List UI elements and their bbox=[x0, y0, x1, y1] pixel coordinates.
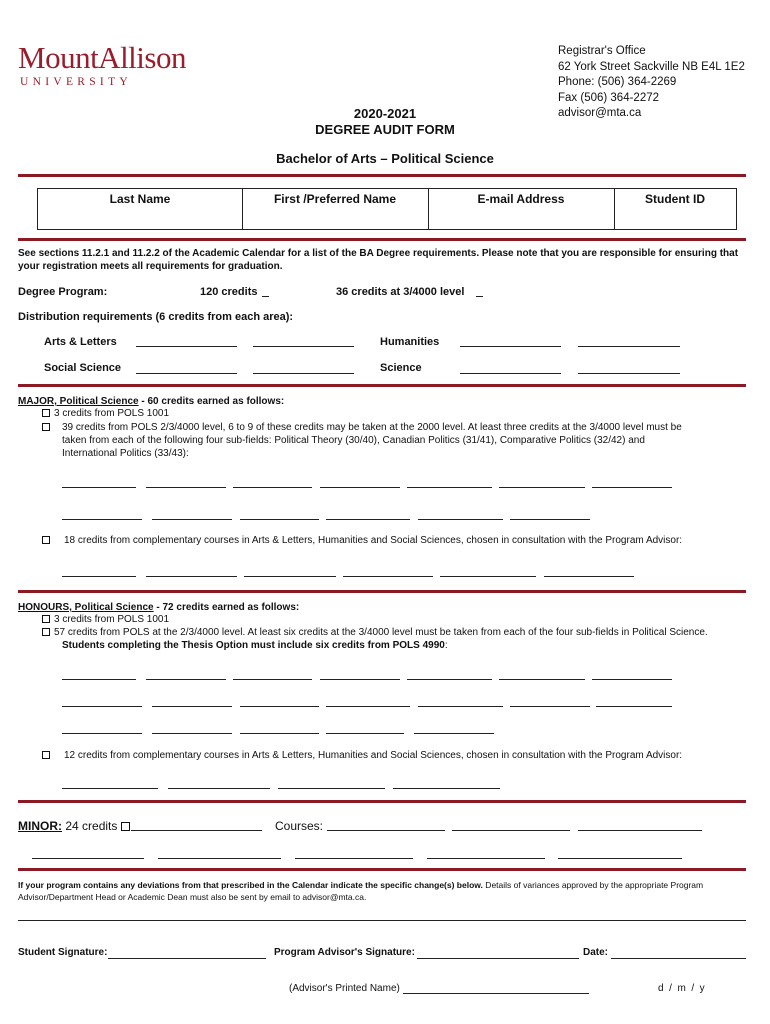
minor-credits: 24 credits bbox=[65, 819, 118, 833]
major-heading bbox=[18, 396, 284, 407]
major-item-3 bbox=[42, 535, 682, 546]
credits-level-line[interactable] bbox=[476, 296, 483, 297]
honours-complementary-line[interactable] bbox=[278, 788, 385, 789]
first-name-label: First /Preferred Name bbox=[273, 192, 397, 206]
social-science-line-2[interactable] bbox=[253, 373, 354, 374]
honours-course-line[interactable] bbox=[62, 733, 142, 734]
student-id-label: Student ID bbox=[645, 192, 705, 206]
credits-120-label: 120 credits bbox=[200, 286, 258, 298]
honours-item-3 bbox=[42, 750, 682, 761]
advisor-signature-label: Program Advisor's Signature: bbox=[274, 947, 415, 958]
checkbox-icon[interactable] bbox=[121, 822, 130, 831]
major-course-line[interactable] bbox=[320, 487, 400, 488]
minor-course-line[interactable] bbox=[558, 858, 682, 859]
honours-heading bbox=[18, 602, 299, 613]
major-title: MAJOR, Political Science bbox=[18, 396, 139, 407]
major-item-3-text: 18 credits from complementary courses in Arts & Letters, Humanities and Social Sciences, chosen in consultation with the Program Advisor: bbox=[64, 535, 683, 546]
major-course-line[interactable] bbox=[62, 487, 136, 488]
contact-email: advisor@mta.ca bbox=[558, 107, 642, 119]
honours-complementary-line[interactable] bbox=[393, 788, 500, 789]
thesis-note-colon: : bbox=[444, 640, 448, 651]
major-course-line[interactable] bbox=[418, 519, 503, 520]
minor-course-line[interactable] bbox=[32, 858, 144, 859]
honours-course-line[interactable] bbox=[326, 706, 410, 707]
minor-label: MINOR: bbox=[18, 819, 62, 833]
form-title: DEGREE AUDIT FORM bbox=[315, 122, 455, 137]
contact-fax: Fax (506) 364-2272 bbox=[558, 91, 660, 104]
honours-item-2-text: 57 credits from POLS at the 2/3/4000 level. At least six credits at the 3/4000 level must be taken from each of the four sub-fields in Political Science. bbox=[54, 627, 708, 638]
divider bbox=[18, 868, 746, 871]
honours-course-line[interactable] bbox=[320, 679, 400, 680]
minor-course-line[interactable] bbox=[295, 858, 413, 859]
science-line-2[interactable] bbox=[578, 373, 680, 374]
degree-program-label: Degree Program: bbox=[18, 286, 108, 298]
honours-complementary-line[interactable] bbox=[168, 788, 270, 789]
minor-credits-line[interactable] bbox=[131, 830, 262, 831]
honours-course-line[interactable] bbox=[596, 706, 672, 707]
area-social-science: Social Science bbox=[44, 362, 122, 374]
honours-item-1 bbox=[42, 614, 169, 625]
distribution-title: Distribution requirements (6 credits from each area): bbox=[18, 311, 294, 323]
social-science-line-1[interactable] bbox=[136, 373, 237, 374]
honours-course-line[interactable] bbox=[240, 706, 319, 707]
last-name-field[interactable] bbox=[38, 189, 243, 229]
major-course-line[interactable] bbox=[240, 519, 319, 520]
major-course-line[interactable] bbox=[407, 487, 492, 488]
intro-text: See sections 11.2.1 and 11.2.2 of the Academic Calendar for a list of the BA Degree requirements. Please note that you are responsible for ensuring that your registration meets all requirements for graduation. bbox=[18, 248, 739, 272]
divider bbox=[18, 800, 746, 803]
minor-course-line[interactable] bbox=[327, 830, 445, 831]
major-item-1-text: 3 credits from POLS 1001 bbox=[54, 408, 170, 419]
honours-course-line[interactable] bbox=[326, 733, 404, 734]
checkbox-icon[interactable] bbox=[42, 615, 50, 623]
science-line-1[interactable] bbox=[460, 373, 561, 374]
humanities-line-2[interactable] bbox=[578, 346, 680, 347]
deviation-bold: If your program contains any deviations from that prescribed in the Calendar indicate the specific change(s) below. bbox=[18, 880, 483, 890]
major-complementary-line[interactable] bbox=[440, 576, 536, 577]
major-course-line[interactable] bbox=[499, 487, 585, 488]
academic-year: 2020-2021 bbox=[353, 106, 417, 121]
email-field[interactable] bbox=[428, 189, 615, 229]
major-course-line[interactable] bbox=[62, 519, 142, 520]
area-science: Science bbox=[380, 362, 422, 374]
checkbox-icon[interactable] bbox=[42, 409, 50, 417]
checkbox-icon[interactable] bbox=[42, 751, 50, 759]
student-info-box bbox=[37, 188, 737, 230]
credits-level-label: 36 credits at 3/4000 level bbox=[336, 286, 465, 298]
divider bbox=[18, 384, 746, 387]
credits-120-line[interactable] bbox=[262, 296, 269, 297]
honours-course-line[interactable] bbox=[499, 679, 585, 680]
advisor-printed-name-label: (Advisor's Printed Name) bbox=[289, 983, 400, 994]
honours-course-line[interactable] bbox=[152, 733, 232, 734]
major-complementary-line[interactable] bbox=[146, 576, 237, 577]
checkbox-icon[interactable] bbox=[42, 536, 50, 544]
honours-course-line[interactable] bbox=[146, 679, 226, 680]
university-logo: MountAllison bbox=[18, 40, 186, 75]
advisor-signature-line[interactable] bbox=[417, 958, 579, 959]
date-label: Date: bbox=[583, 947, 609, 958]
major-complementary-line[interactable] bbox=[343, 576, 433, 577]
minor-course-line[interactable] bbox=[578, 830, 702, 831]
student-signature-line[interactable] bbox=[108, 958, 266, 959]
major-course-line[interactable] bbox=[152, 519, 232, 520]
major-item-2-text: 39 credits from POLS 2/3/4000 level, 6 to 9 of these credits may be taken at the 2000 level. At least three credits at the 3/4000 level must be taken from each of the following four sub-fields: Political Theory (30/40), Canadian Politics (31/41), Comparative Politics (32/42) and International Politics (33/43): bbox=[62, 422, 682, 459]
arts-letters-line-1[interactable] bbox=[136, 346, 237, 347]
major-title-rest: - 60 credits earned as follows: bbox=[138, 396, 285, 407]
honours-item-1-text: 3 credits from POLS 1001 bbox=[54, 614, 170, 625]
major-course-line[interactable] bbox=[592, 487, 672, 488]
honours-item-3-text: 12 credits from complementary courses in Arts & Letters, Humanities and Social Sciences, chosen in consultation with the Program Advisor: bbox=[64, 750, 683, 761]
humanities-line-1[interactable] bbox=[460, 346, 561, 347]
contact-office: Registrar's Office bbox=[558, 45, 646, 57]
honours-course-line[interactable] bbox=[510, 706, 590, 707]
deviation-rest: Details of variances approved by the appropriate Program Advisor/Department Head or Academic Dean must also be sent by email to advisor@mta.ca. bbox=[18, 880, 704, 902]
major-complementary-line[interactable] bbox=[62, 576, 136, 577]
date-line[interactable] bbox=[611, 958, 746, 959]
email-label: E-mail Address bbox=[477, 192, 565, 206]
honours-course-line[interactable] bbox=[407, 679, 492, 680]
thesis-note bbox=[62, 640, 448, 651]
area-humanities: Humanities bbox=[380, 336, 440, 348]
major-complementary-line[interactable] bbox=[244, 576, 336, 577]
honours-title-rest: - 72 credits earned as follows: bbox=[153, 602, 300, 613]
last-name-label: Last Name bbox=[109, 192, 171, 206]
honours-item-2 bbox=[42, 627, 708, 638]
honours-course-line[interactable] bbox=[592, 679, 672, 680]
honours-course-line[interactable] bbox=[418, 706, 503, 707]
honours-complementary-line[interactable] bbox=[62, 788, 158, 789]
first-name-field[interactable] bbox=[242, 189, 429, 229]
minor-row bbox=[18, 819, 134, 833]
major-course-line[interactable] bbox=[326, 519, 410, 520]
honours-course-line[interactable] bbox=[240, 733, 319, 734]
divider bbox=[18, 590, 746, 593]
minor-course-line[interactable] bbox=[452, 830, 570, 831]
honours-course-line[interactable] bbox=[62, 679, 136, 680]
contact-address: 62 York Street Sackville NB E4L 1E2 bbox=[558, 60, 745, 73]
student-id-field[interactable] bbox=[614, 189, 736, 229]
major-course-line[interactable] bbox=[233, 487, 312, 488]
date-format-hint: d / m / y bbox=[658, 983, 705, 994]
honours-title: HONOURS, Political Science bbox=[18, 602, 154, 613]
major-item-2-checkbox-wrap bbox=[42, 422, 54, 433]
contact-phone: Phone: (506) 364-2269 bbox=[558, 76, 677, 88]
checkbox-icon[interactable] bbox=[42, 423, 50, 431]
honours-course-line[interactable] bbox=[233, 679, 312, 680]
minor-course-line[interactable] bbox=[427, 858, 545, 859]
divider bbox=[18, 238, 746, 241]
checkbox-icon[interactable] bbox=[42, 628, 50, 636]
divider bbox=[18, 174, 746, 177]
deviation-line[interactable] bbox=[18, 920, 746, 921]
advisor-printed-name-line[interactable] bbox=[403, 993, 589, 994]
area-arts-letters: Arts & Letters bbox=[44, 336, 117, 348]
major-item-1 bbox=[42, 408, 169, 419]
thesis-note-text: Students completing the Thesis Option must include six credits from POLS 4990 bbox=[62, 640, 445, 651]
major-course-line[interactable] bbox=[510, 519, 590, 520]
arts-letters-line-2[interactable] bbox=[253, 346, 354, 347]
program-title: Bachelor of Arts – Political Science bbox=[276, 151, 494, 166]
major-course-line[interactable] bbox=[146, 487, 226, 488]
student-signature-label: Student Signature: bbox=[18, 947, 108, 958]
honours-course-line[interactable] bbox=[62, 706, 142, 707]
honours-course-line[interactable] bbox=[152, 706, 232, 707]
university-logo-subtitle: UNIVERSITY bbox=[20, 76, 132, 88]
minor-course-line[interactable] bbox=[158, 858, 281, 859]
minor-courses-label: Courses: bbox=[275, 819, 324, 833]
deviation-note bbox=[18, 879, 748, 903]
honours-course-line[interactable] bbox=[414, 733, 494, 734]
major-complementary-line[interactable] bbox=[544, 576, 634, 577]
